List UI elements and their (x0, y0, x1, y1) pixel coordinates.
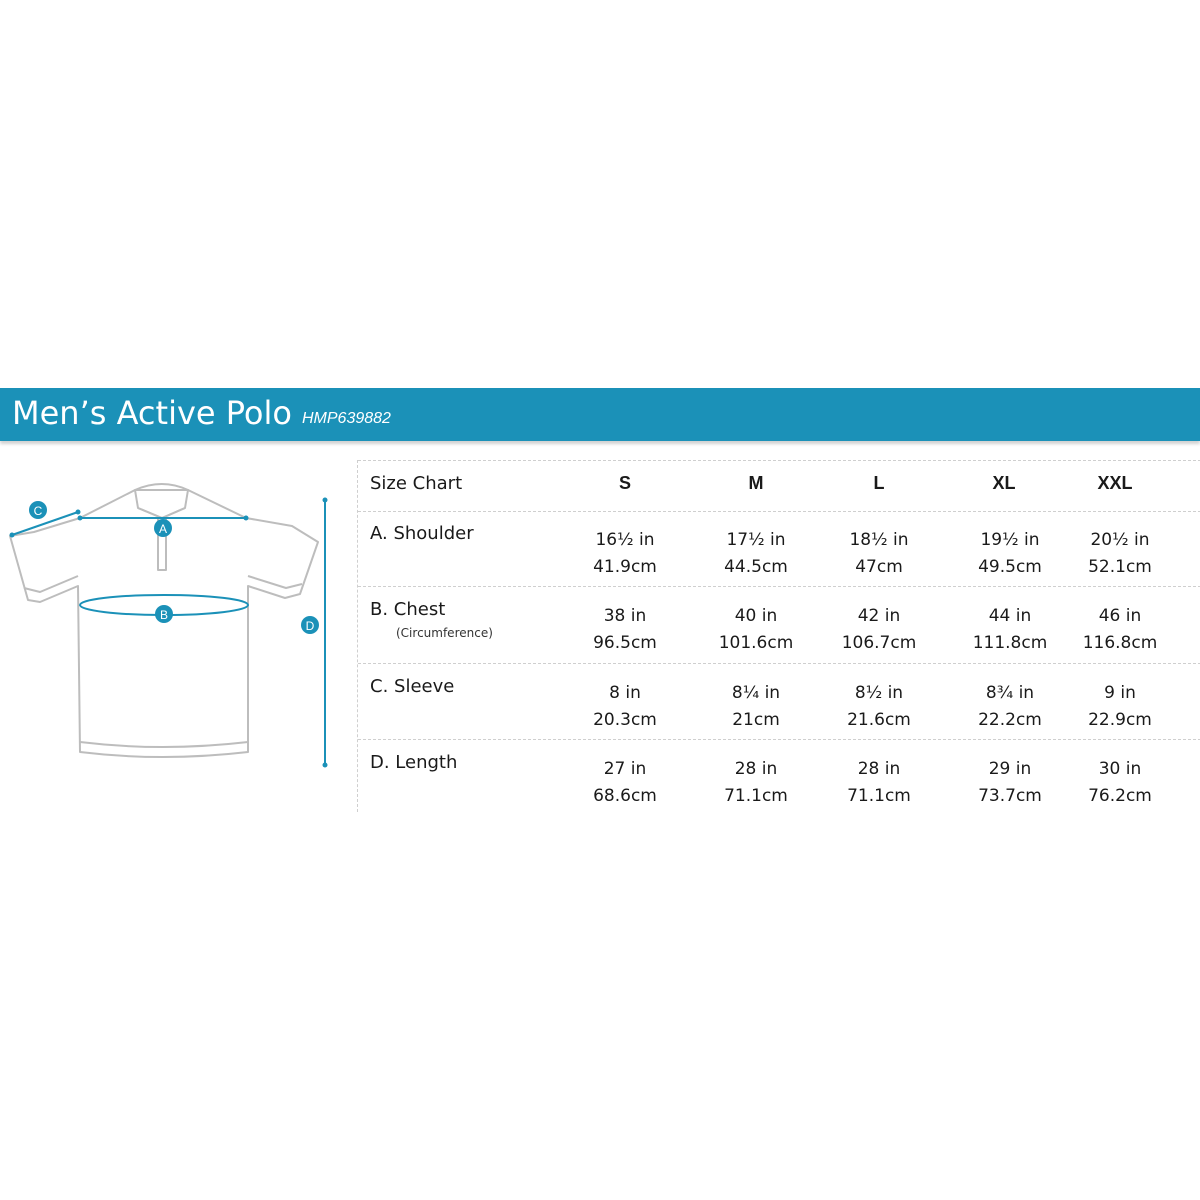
table-cell: 29 in 73.7cm (978, 759, 1042, 806)
page-title: Men’s Active Polo (12, 394, 292, 432)
table-cell: 28 in 71.1cm (847, 759, 911, 806)
table-cell: 28 in 71.1cm (724, 759, 788, 806)
table-cell: 18½ in 47cm (849, 530, 909, 577)
row-label: C. Sleeve (370, 676, 455, 697)
table-cell: 42 in 106.7cm (841, 606, 917, 653)
table-cell: 19½ in 49.5cm (978, 530, 1042, 577)
table-cell: 16½ in 41.9cm (593, 530, 657, 577)
polo-shirt-illustration (0, 460, 350, 820)
marker-c-icon (29, 501, 47, 519)
product-code: HMP639882 (302, 410, 391, 427)
row-note: (Circumference) (396, 626, 493, 640)
table-cell: 27 in 68.6cm (593, 759, 657, 806)
svg-text:A: A (158, 522, 168, 536)
table-row-chest (358, 587, 1200, 664)
table-cell: 8¾ in 22.2cm (978, 683, 1042, 730)
table-cell: 8 in 20.3cm (593, 683, 657, 730)
size-chart-table (357, 460, 1200, 812)
size-chart-label: Size Chart (370, 473, 463, 494)
size-header-s: S (618, 473, 631, 493)
polo-measurement-diagram (0, 460, 350, 820)
svg-text:B: B (159, 608, 169, 622)
table-row-length (358, 740, 1200, 811)
size-header-m: M (748, 473, 764, 493)
table-cell: 46 in 116.8cm (1082, 606, 1158, 653)
table-cell: 20½ in 52.1cm (1088, 530, 1152, 577)
marker-b-icon (155, 605, 173, 623)
table-cell: 38 in 96.5cm (593, 606, 657, 653)
title-banner (0, 388, 1200, 441)
table-cell: 17½ in 44.5cm (724, 530, 788, 577)
svg-text:D: D (305, 619, 315, 633)
table-cell: 40 in 101.6cm (718, 606, 794, 653)
marker-d-icon (301, 616, 319, 634)
table-cell: 9 in 22.9cm (1088, 683, 1152, 730)
table-row-shoulder (358, 511, 1200, 587)
marker-a-icon (154, 519, 172, 537)
length-measure-line (323, 498, 328, 768)
table-header-row (358, 460, 1200, 512)
row-label: A. Shoulder (370, 523, 474, 544)
svg-text:C: C (33, 504, 43, 518)
table-cell: 8¼ in 21cm (731, 683, 781, 730)
row-label: B. Chest (370, 599, 446, 620)
size-header-xxl: XXL (1097, 473, 1133, 493)
table-row-sleeve (358, 664, 1200, 740)
size-header-l: L (873, 473, 885, 493)
table-cell: 8½ in 21.6cm (847, 683, 911, 730)
row-label: D. Length (370, 752, 458, 773)
table-cell: 44 in 111.8cm (972, 606, 1048, 653)
table-cell: 30 in 76.2cm (1088, 759, 1152, 806)
size-header-xl: XL (992, 473, 1016, 493)
